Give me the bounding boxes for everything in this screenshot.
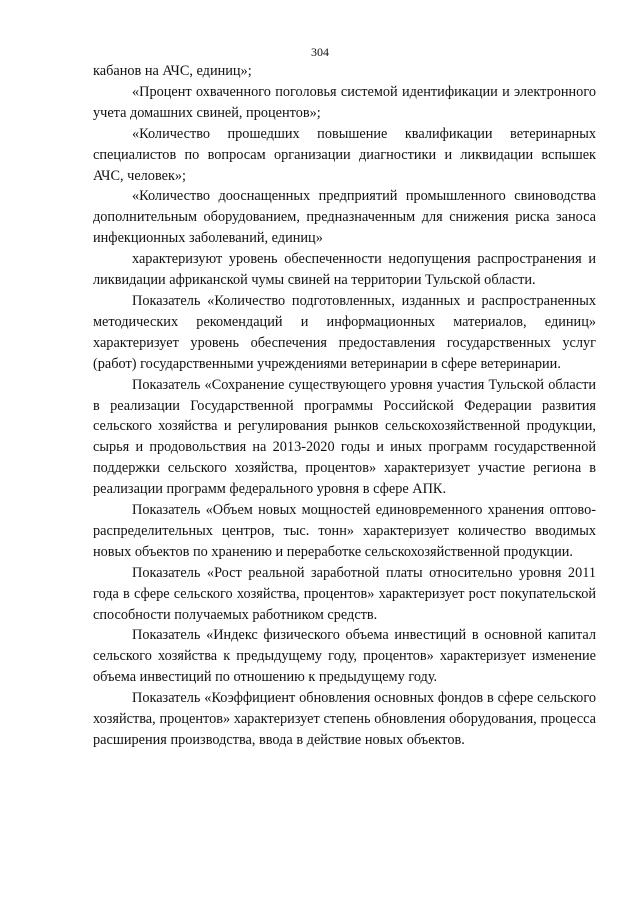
paragraph-indicator-methodical: Показатель «Количество подготовленных, изданных и распространенных методических рекомендаций и информационных материалов, единиц» характеризует уровень обеспечения предоставления государственных услуг (работ) государственными учреждениями ветеринарии в сфере ветеринарии. [93,292,596,372]
paragraph-indicator-investment: Показатель «Индекс физического объема инвестиций в основной капитал сельского хозяйства к предыдущему году, процентов» характеризует изменение объема инвестиций по отношению к предыдущему году. [93,627,596,686]
document-body [93,61,596,751]
page-number: 304 [311,45,329,59]
paragraph-continuation: кабанов на АЧС, единиц»; [93,63,252,79]
paragraph-indicator-enterprises: «Количество дооснащенных предприятий промышленного свиноводства дополнительным оборудованием, предназначенным для снижения риска заноса инфекционных заболеваний, единиц» [93,188,596,247]
paragraph-indicator-specialists: «Количество прошедших повышение квалификации ветеринарных специалистов по вопросам организации диагностики и ликвидации вспышек АЧС, человек»; [93,125,596,184]
paragraph-indicator-participation: Показатель «Сохранение существующего уровня участия Тульской области в реализации Государственной программы Российской Федерации развития сельского хозяйства и регулирования рынков сельскохозяйственной продукции, сырья и продовольствия на 2013-2020 годы и иных программ государственной поддержки сельского хозяйства, процентов» характеризует участие региона в реализации программ федерального уровня в сфере АПК. [93,376,596,498]
paragraph-indicator-identification: «Процент охваченного поголовья системой идентификации и электронного учета домашних свиней, процентов»; [93,83,596,121]
paragraph-indicator-storage: Показатель «Объем новых мощностей единовременного хранения оптово-распределительных центров, тыс. тонн» характеризует количество вводимых новых объектов по хранению и переработке сельскохозяйственной продукции. [93,502,596,560]
paragraph-indicator-wages: Показатель «Рост реальной заработной платы относительно уровня 2011 года в сфере сельского хозяйства, процентов» характеризует рост покупательской способности получаемых работником средств. [93,564,596,623]
paragraph-characterize-asf: характеризуют уровень обеспеченности недопущения распространения и ликвидации африканской чумы свиней на территории Тульской области. [93,251,596,289]
paragraph-indicator-renewal: Показатель «Коэффициент обновления основных фондов в сфере сельского хозяйства, процентов» характеризует степень обновления оборудования, процесса расширения производства, ввода в действие новых объектов. [93,690,596,748]
